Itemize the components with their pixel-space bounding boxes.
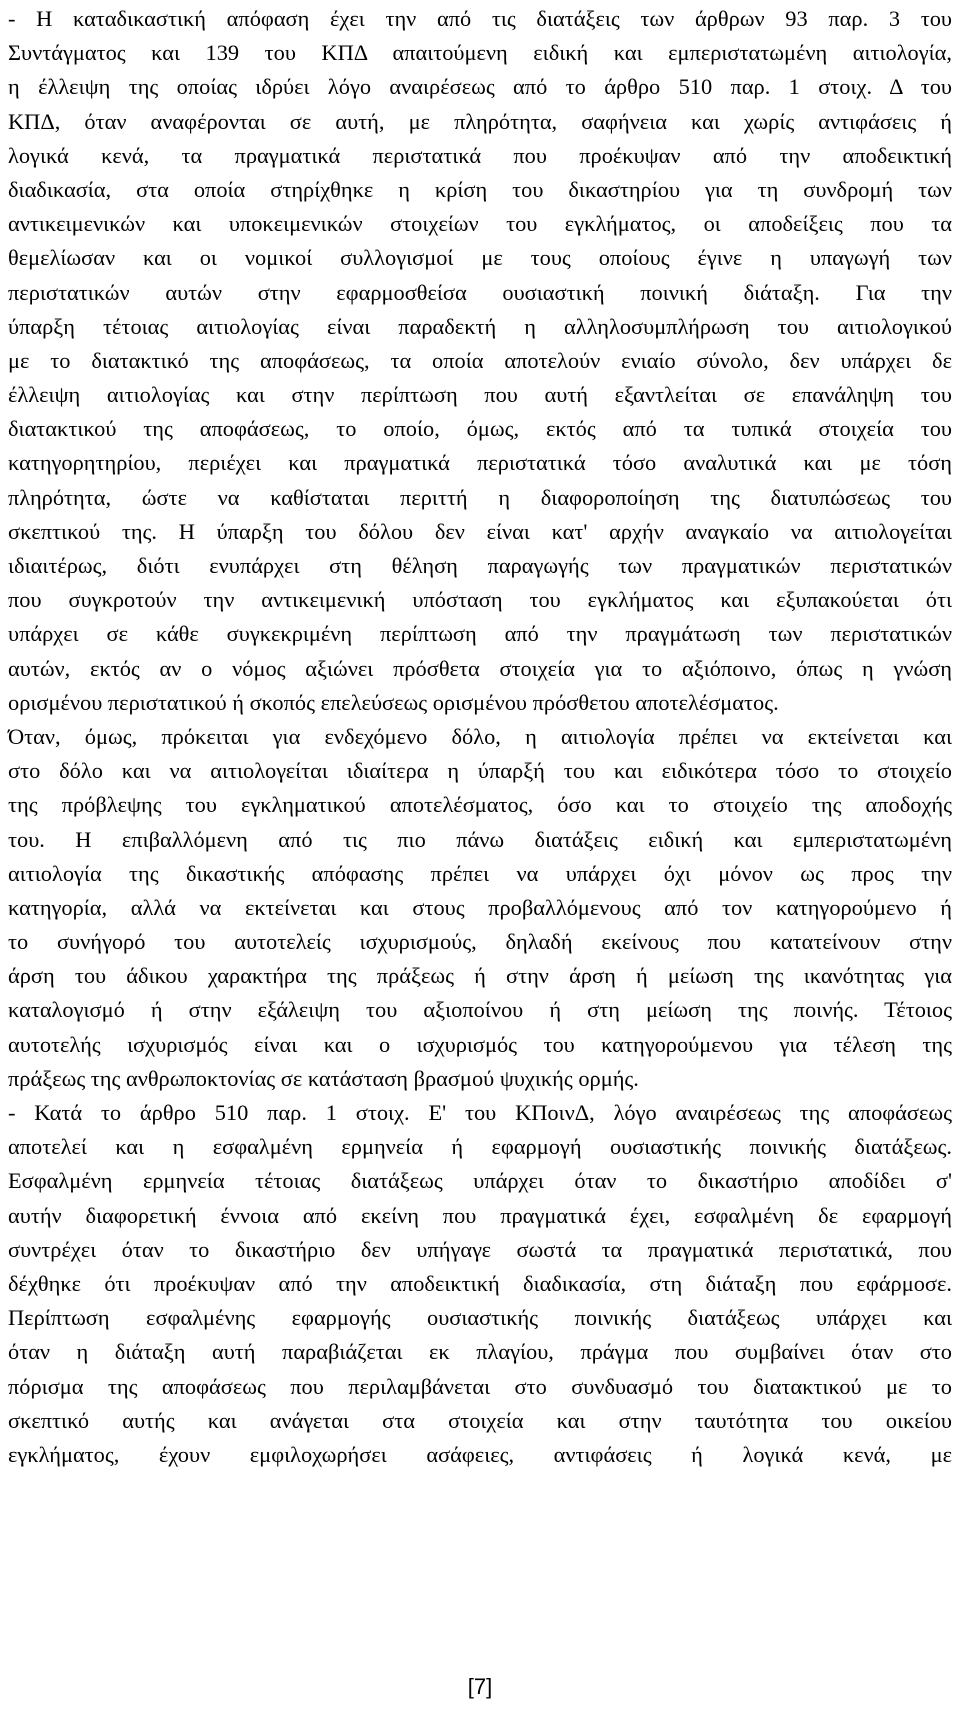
text-line: θεμελίωσαν και οι νομικοί συλλογισμοί με τους οποίους έγινε η υπαγωγή των bbox=[8, 245, 952, 271]
text-line: όταν η διάταξη αυτή παραβιάζεται εκ πλαγίου, πράγμα που συμβαίνει όταν στο bbox=[8, 1339, 952, 1365]
text-line: άρση του άδικου χαρακτήρα της πράξεως ή στην άρση ή μείωση της ικανότητας για bbox=[8, 963, 952, 989]
page-number: [7] bbox=[467, 1674, 493, 1699]
text-line: καταλογισμό ή στην εξάλειψη του αξιοποίνου ή στη μείωση της ποινής. Τέτοιος bbox=[8, 997, 952, 1023]
text-line: πληρότητα, ώστε να καθίσταται περιττή η διαφοροποίηση της διατυπώσεως του bbox=[8, 484, 952, 510]
text-line: αυτών, εκτός αν ο νόμος αξιώνει πρόσθετα στοιχεία για το αξιόποινο, όπως η γνώση bbox=[8, 655, 952, 681]
text-line: αυτήν διαφορετική έννοια από εκείνη που πραγματικά έχει, εσφαλμένη δε εφαρμογή bbox=[8, 1202, 952, 1228]
text-line: αυτοτελής ισχυρισμός είναι και ο ισχυρισμός του κατηγορούμενου για τέλεση της bbox=[8, 1031, 952, 1057]
text-line: συντρέχει όταν το δικαστήριο δεν υπήγαγε σωστά τα πραγματικά περιστατικά, που bbox=[8, 1236, 952, 1262]
text-line: υπάρχει σε κάθε συγκεκριμένη περίπτωση από την πραγμάτωση των περιστατικών bbox=[8, 621, 952, 647]
text-line: πόρισμα της αποφάσεως που περιλαμβάνεται στο συνδυασμό του διατακτικού με το bbox=[8, 1373, 952, 1399]
text-line: Συντάγματος και 139 του ΚΠΔ απαιτούμενη ειδική και εμπεριστατωμένη αιτιολογία, bbox=[8, 40, 952, 66]
text-line: περιστατικών αυτών στην εφαρμοσθείσα ουσιαστική ποινική διάταξη. Για την bbox=[8, 279, 952, 305]
text-line: Περίπτωση εσφαλμένης εφαρμογής ουσιαστικής ποινικής διατάξεως υπάρχει και bbox=[8, 1305, 952, 1331]
text-line: λογικά κενά, τα πραγματικά περιστατικά που προέκυψαν από την αποδεικτική bbox=[8, 142, 952, 168]
text-line: στο δόλο και να αιτιολογείται ιδιαίτερα η ύπαρξή του και ειδικότερα τόσο το στοιχείο bbox=[8, 758, 952, 784]
text-line: αντικειμενικών και υποκειμενικών στοιχείων του εγκλήματος, οι αποδείξεις που τα bbox=[8, 211, 952, 237]
text-line: του. Η επιβαλλόμενη από τις πιο πάνω διατάξεις ειδική και εμπεριστατωμένη bbox=[8, 826, 952, 852]
text-line: σκεπτικού της. Η ύπαρξη του δόλου δεν είναι κατ' αρχήν αναγκαίο να αιτιολογείται bbox=[8, 518, 952, 544]
text-line: Όταν, όμως, πρόκειται για ενδεχόμενο δόλο, η αιτιολογία πρέπει να εκτείνεται και bbox=[8, 723, 952, 749]
text-line: Εσφαλμένη ερμηνεία τέτοιας διατάξεως υπάρχει όταν το δικαστήριο αποδίδει σ' bbox=[8, 1168, 952, 1194]
text-line: σκεπτικό αυτής και ανάγεται στα στοιχεία και στην ταυτότητα του οικείου bbox=[8, 1407, 952, 1433]
body-text bbox=[8, 2, 952, 1472]
text-line: ιδιαιτέρως, διότι ενυπάρχει στη θέληση παραγωγής των πραγματικών περιστατικών bbox=[8, 553, 952, 578]
text-line: κατηγορητηρίου, περιέχει και πραγματικά περιστατικά τόσο αναλυτικά και με τόση bbox=[8, 450, 952, 476]
text-line: κατηγορία, αλλά να εκτείνεται και στους προβαλλόμενους από τον κατηγορούμενο ή bbox=[8, 894, 952, 920]
text-line: το συνήγορό του αυτοτελείς ισχυρισμούς, δηλαδή εκείνους που κατατείνουν στην bbox=[8, 929, 952, 955]
text-line: ορισμένου περιστατικού ή σκοπός επελεύσεως ορισμένου πρόσθετου αποτελέσματος. bbox=[8, 689, 779, 715]
text-line: - Κατά το άρθρο 510 παρ. 1 στοιχ. Ε' του ΚΠοινΔ, λόγο αναιρέσεως της αποφάσεως bbox=[8, 1100, 952, 1125]
text-line: με το διατακτικό της αποφάσεως, τα οποία αποτελούν ενιαίο σύνολο, δεν υπάρχει δε bbox=[8, 347, 952, 373]
text-line: η έλλειψη της οποίας ιδρύει λόγο αναιρέσεως από το άρθρο 510 παρ. 1 στοιχ. Δ του bbox=[8, 74, 952, 100]
text-line: διαδικασία, στα οποία στηρίχθηκε η κρίση του δικαστηρίου για τη συνδρομή των bbox=[8, 176, 952, 202]
text-line: διατακτικού της αποφάσεως, το οποίο, όμως, εκτός από τα τυπικά στοιχεία του bbox=[8, 416, 952, 442]
text-line: αποτελεί και η εσφαλμένη ερμηνεία ή εφαρμογή ουσιαστικής ποινικής διατάξεως. bbox=[8, 1134, 952, 1160]
text-line: ύπαρξη τέτοιας αιτιολογίας είναι παραδεκτή η αλληλοσυμπλήρωση του αιτιολογικού bbox=[8, 313, 952, 339]
text-line: αιτιολογία της δικαστικής απόφασης πρέπει να υπάρχει όχι μόνον ως προς την bbox=[8, 860, 952, 886]
text-line: δέχθηκε ότι προέκυψαν από την αποδεικτική διαδικασία, στη διάταξη που εφάρμοσε. bbox=[8, 1270, 952, 1296]
text-line: - Η καταδικαστική απόφαση έχει την από τις διατάξεις των άρθρων 93 παρ. 3 του bbox=[8, 6, 952, 31]
text-line: πράξεως της ανθρωποκτονίας σε κατάσταση βρασμού ψυχικής ορμής. bbox=[8, 1065, 639, 1091]
text-line: που συγκροτούν την αντικειμενική υπόσταση του εγκλήματος και εξυπακούεται ότι bbox=[8, 587, 952, 613]
text-line: της πρόβλεψης του εγκληματικού αποτελέσματος, όσο και το στοιχείο της αποδοχής bbox=[8, 792, 952, 818]
text-line: εγκλήματος, έχουν εμφιλοχωρήσει ασάφειες, αντιφάσεις ή λογικά κενά, με bbox=[8, 1441, 952, 1467]
text-line: ΚΠΔ, όταν αναφέρονται σε αυτή, με πληρότητα, σαφήνεια και χωρίς αντιφάσεις ή bbox=[8, 108, 952, 134]
text-line: έλλειψη αιτιολογίας και στην περίπτωση που αυτή εξαντλείται σε επανάληψη του bbox=[8, 382, 952, 408]
